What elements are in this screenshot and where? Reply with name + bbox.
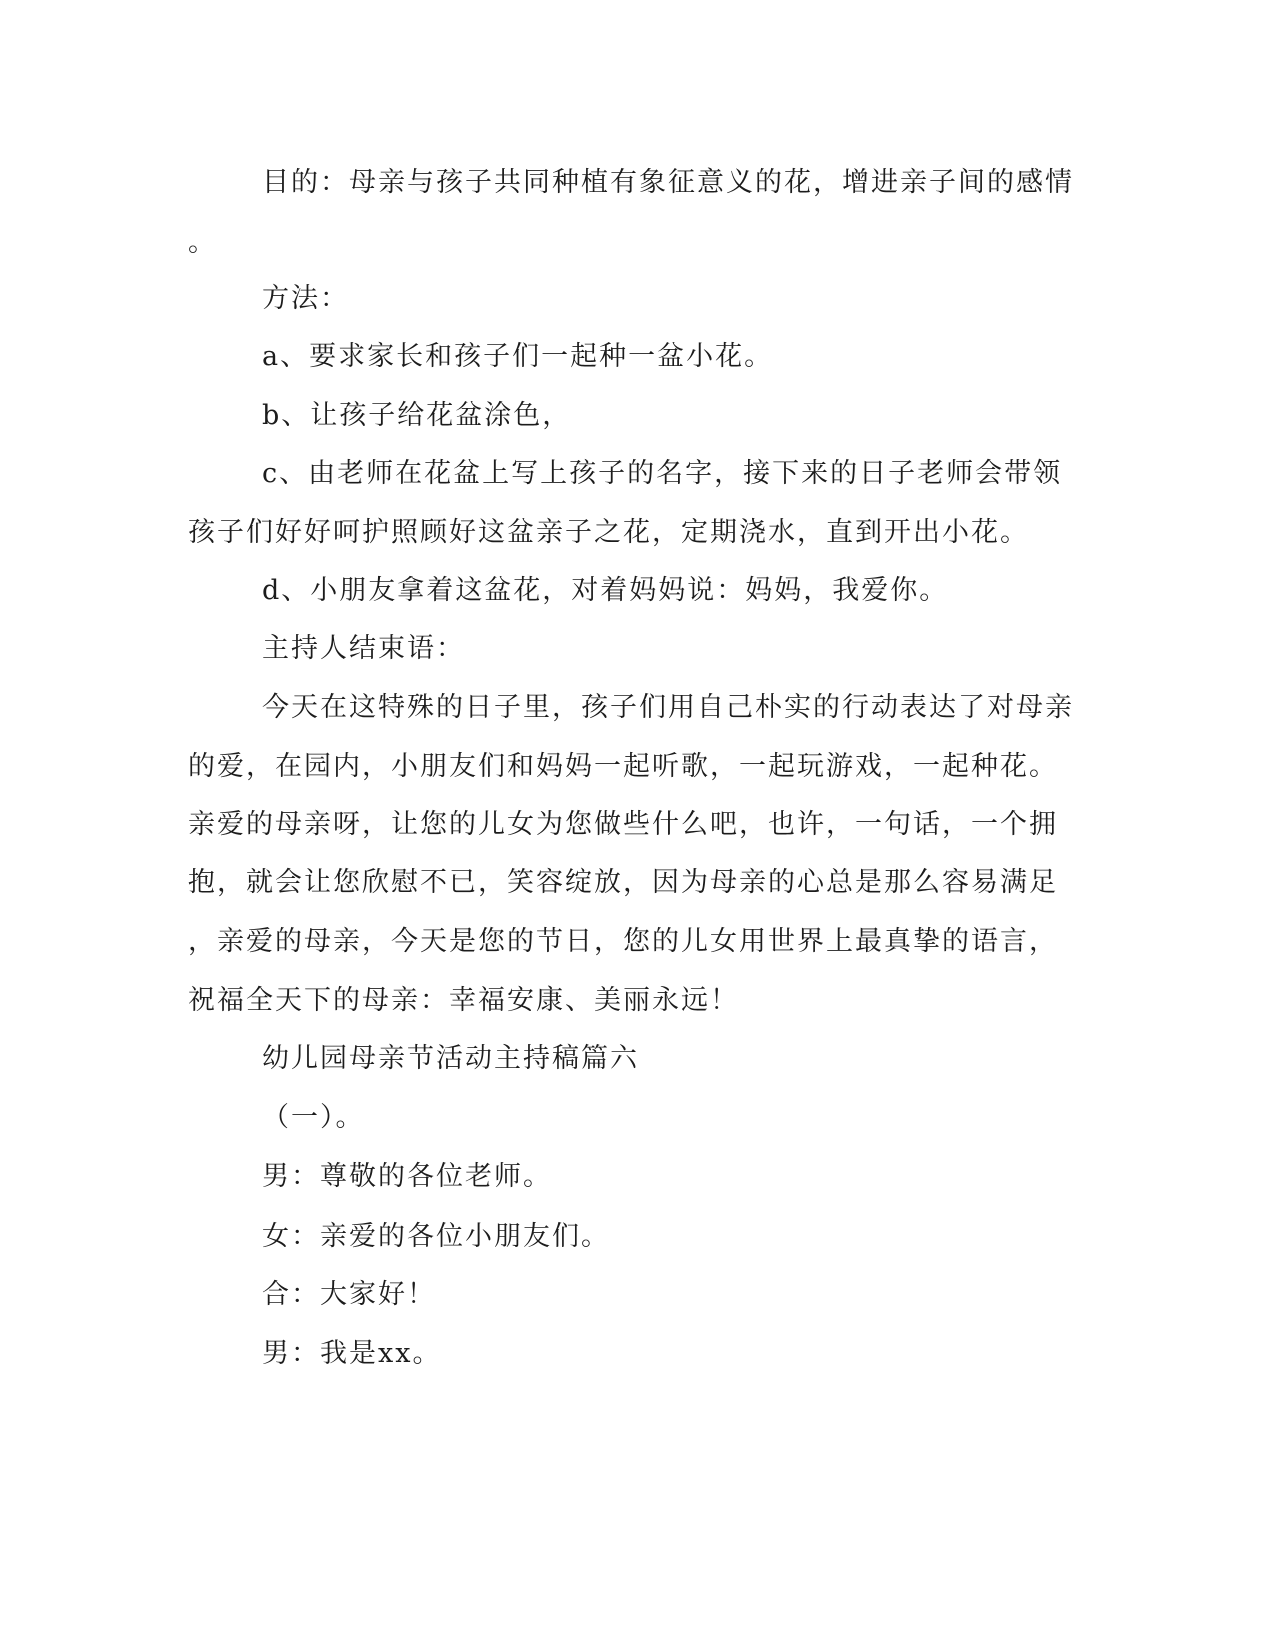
text-line: 祝福全天下的母亲：幸福安康、美丽永远！ bbox=[188, 985, 739, 1016]
text-line: 亲爱的母亲呀，让您的儿女为您做些什么吧，也许，一句话，一个拥 bbox=[188, 809, 1058, 840]
text-line: 合：大家好！ bbox=[262, 1279, 436, 1310]
text-line: 方法： bbox=[262, 283, 349, 314]
text-line: 抱，就会让您欣慰不已，笑容绽放，因为母亲的心总是那么容易满足 bbox=[188, 867, 1058, 898]
text-line: （一）。 bbox=[262, 1102, 365, 1133]
section-heading: 幼儿园母亲节活动主持稿篇六 bbox=[262, 1043, 639, 1074]
text-line: 男：尊敬的各位老师。 bbox=[262, 1161, 552, 1192]
text-line: 男：我是xx。 bbox=[262, 1338, 442, 1369]
text-line: c、由老师在花盆上写上孩子的名字，接下来的日子老师会带领 bbox=[262, 458, 1063, 489]
text-line: ，亲爱的母亲，今天是您的节日，您的儿女用世界上最真挚的语言， bbox=[188, 926, 1058, 957]
text-line: 的爱，在园内，小朋友们和妈妈一起听歌，一起玩游戏，一起种花。 bbox=[188, 751, 1058, 782]
text-line: b、让孩子给花盆涂色， bbox=[262, 400, 572, 431]
text-line: 主持人结束语： bbox=[262, 633, 465, 664]
text-line: 。 bbox=[188, 227, 217, 258]
text-line: 女：亲爱的各位小朋友们。 bbox=[262, 1221, 610, 1252]
text-line: a、要求家长和孩子们一起种一盆小花。 bbox=[262, 341, 774, 372]
text-line: d、小朋友拿着这盆花，对着妈妈说：妈妈，我爱你。 bbox=[262, 575, 949, 606]
text-line: 孩子们好好呵护照顾好这盆亲子之花，定期浇水，直到开出小花。 bbox=[188, 517, 1029, 548]
text-line: 今天在这特殊的日子里，孩子们用自己朴实的行动表达了对母亲 bbox=[262, 692, 1074, 723]
text-line: 目的：母亲与孩子共同种植有象征意义的花，增进亲子间的感情 bbox=[262, 167, 1074, 198]
